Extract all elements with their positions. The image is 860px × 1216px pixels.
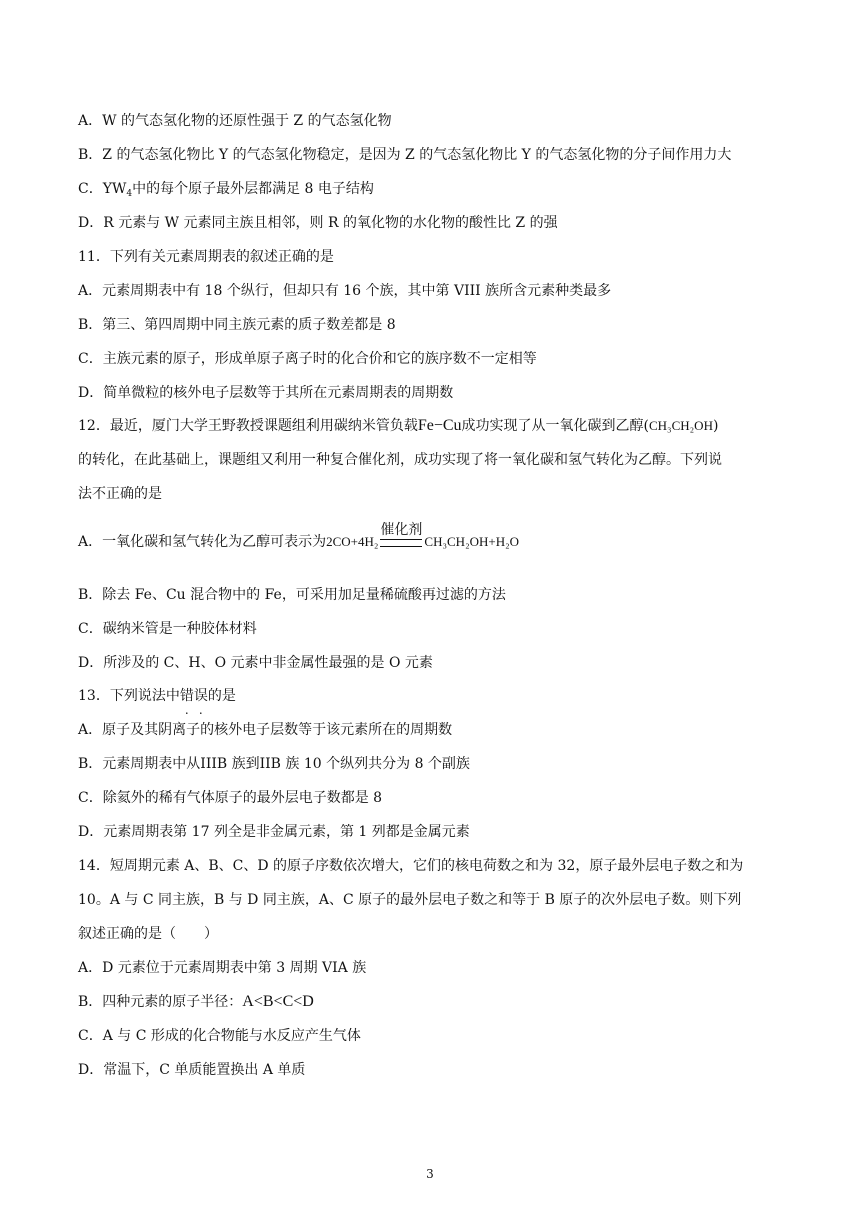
q13-emph-char-1: 错 <box>179 688 194 704</box>
q13-option-d: D．元素周期表第 17 列全是非金属元素，第 1 列都是金属元素 <box>78 824 470 840</box>
q12-fe-cu-formula: Fe−Cu <box>417 417 462 434</box>
catalyst-equation-arrow <box>380 522 422 547</box>
q12-stem-line1 <box>78 416 800 436</box>
q12-option-c: C．碳纳米管是一种胶体材料 <box>78 621 257 637</box>
q11-stem: 11．下列有关元素周期表的叙述正确的是 <box>78 249 334 265</box>
q12-stem-post: ) <box>712 418 719 434</box>
q12-stem-mid: 成功实现了从一氧化碳到乙醇( <box>461 418 649 434</box>
q14-stem-line1: 14．短周期元素 A、B、C、D 的原子序数依次增大，它们的核电荷数之和为 32，原子最外层电子数之和为 <box>78 858 744 874</box>
q10-option-b: B．Z 的气态氢化物比 Y 的气态氢化物稳定，是因为 Z 的气态氢化物比 Y 的气态氢化物的分子间作用力大 <box>78 147 732 163</box>
q12-products: CH₃CH₂OH+H₂O <box>424 534 520 549</box>
page-number: 3 <box>426 1167 434 1181</box>
q12-option-d: D．所涉及的 C、H、O 元素中非金属性最强的是 O 元素 <box>78 655 433 671</box>
q10-option-c <box>78 179 800 204</box>
catalyst-label: 催化剂 <box>380 521 423 538</box>
q11-option-a: A．元素周期表中有 18 个纵行，但却只有 16 个族，其中第 VIII 族所含元素种类最多 <box>78 283 612 299</box>
q13-emph-char-2: 误 <box>193 688 208 704</box>
q12-option-a-pre: A．一氧化碳和氢气转化为乙醇可表示为 <box>78 534 327 550</box>
q11-option-c: C．主族元素的原子，形成单原子离子时的化合价和它的族序数不一定相等 <box>78 351 537 367</box>
q14-option-a: A．D 元素位于元素周期表中第 3 周期 VIA 族 <box>78 960 367 976</box>
q10-option-c-pre: C．YW <box>78 181 127 197</box>
q10-option-d: D．R 元素与 W 元素同主族且相邻，则 R 的氧化物的水化物的酸性比 Z 的强 <box>78 215 558 231</box>
q14-radius-formula: A<B<C<D <box>242 993 314 1010</box>
q12-ethanol-formula: CH₃CH₂OH <box>649 418 713 433</box>
q10-option-c-post: 中的每个原子最外层都满足 8 电子结构 <box>132 181 374 197</box>
q13-option-c: C．除氦外的稀有气体原子的最外层电子数都是 8 <box>78 790 383 806</box>
q13-option-a: A．原子及其阴离子的核外电子层数等于该元素所在的周期数 <box>78 722 453 738</box>
q10-option-c-sub: 4 <box>126 189 133 199</box>
q12-stem-pre: 12．最近，厦门大学王野教授课题组利用碳纳米管负载 <box>78 418 418 434</box>
q12-option-a <box>78 521 800 560</box>
q12-stem-line2: 的转化，在此基础上，课题组又利用一种复合催化剂，成功实现了将一氧化碳和氢气转化为乙醇。下列说 <box>78 452 722 468</box>
q13-stem-post: 的是 <box>207 688 236 704</box>
q13-stem <box>78 686 800 706</box>
q11-option-d: D．简单微粒的核外电子层数等于其所在元素周期表的周期数 <box>78 385 454 401</box>
q14-option-c: C．A 与 C 形成的化合物能与水反应产生气体 <box>78 1028 361 1044</box>
q14-stem-line3: 叙述正确的是（ ） <box>78 926 218 942</box>
q14-option-d: D．常温下，C 单质能置换出 A 单质 <box>78 1062 306 1078</box>
q13-stem-pre: 13．下列说法中 <box>78 688 180 704</box>
q13-option-b: B．元素周期表中从IIIB 族到IIB 族 10 个纵列共分为 8 个副族 <box>78 756 470 772</box>
q12-reactants: 2CO+4H₂ <box>326 534 379 549</box>
q14-stem-line2: 10。A 与 C 同主族，B 与 D 同主族，A、C 原子的最外层电子数之和等于 B 原子的次外层电子数。则下列 <box>78 892 742 908</box>
q11-option-b: B．第三、第四周期中同主族元素的质子数差都是 8 <box>78 317 396 333</box>
double-line-arrow <box>380 539 422 547</box>
q12-option-b: B．除去 Fe、Cu 混合物中的 Fe，可采用加足量稀硫酸再过滤的方法 <box>78 587 506 603</box>
q14-option-b <box>78 992 800 1012</box>
q14-option-b-pre: B．四种元素的原子半径： <box>78 994 243 1010</box>
q12-stem-line3: 法不正确的是 <box>78 486 162 502</box>
q10-option-a: A．W 的气态氢化物的还原性强于 Z 的气态氢化物 <box>78 113 392 129</box>
